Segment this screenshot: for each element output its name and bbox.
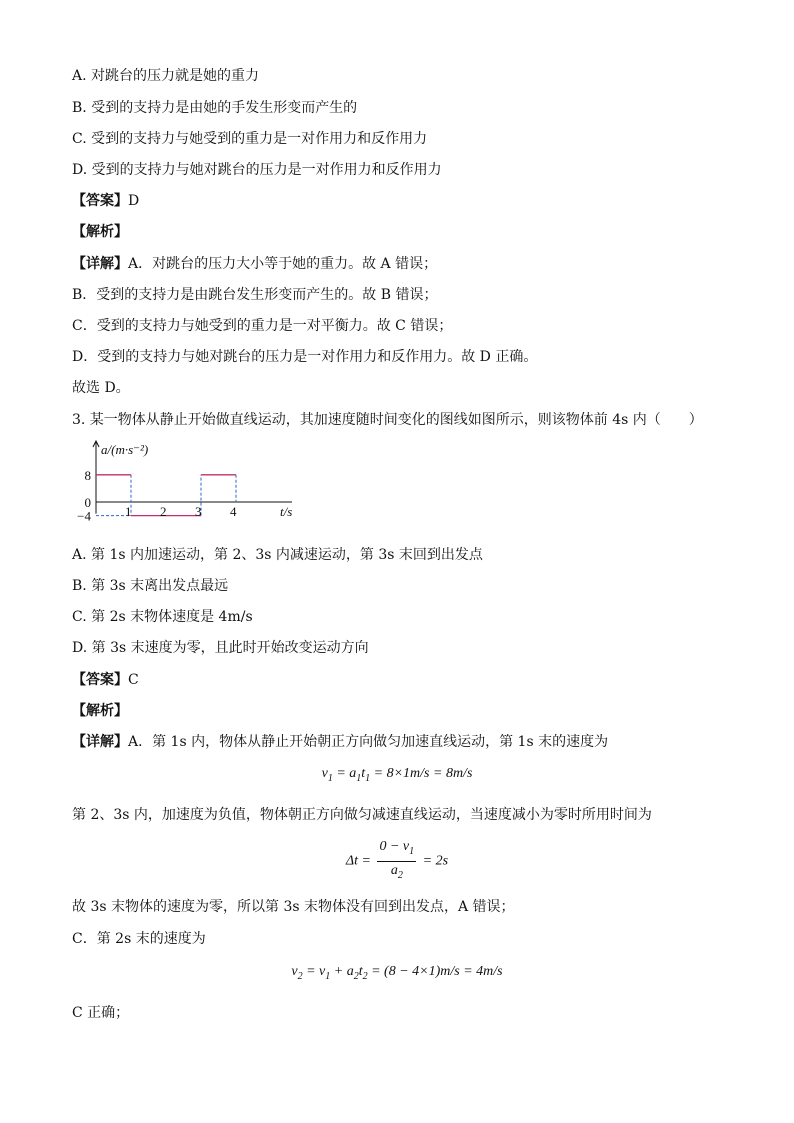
q2-answer	[72, 191, 139, 211]
equation-v2: $v_2 = v_1 + a_2t_2 = (8 - 4\times 1)m/s = 4m/s$	[291, 964, 503, 982]
detail-text: A．第 1s 内，物体从静止开始朝正方向做匀加速直线运动，第 1s 末的速度为	[128, 734, 609, 750]
q3-detail-a	[72, 732, 608, 752]
answer-label: 【答案】	[72, 193, 128, 209]
q3-detail-4: C．第 2s 末的速度为	[72, 931, 206, 947]
q2-conclusion: 故选 D。	[72, 380, 130, 396]
q2-detail-d: D．受到的支持力与她对跳台的压力是一对作用力和反作用力。故 D 正确。	[72, 349, 538, 365]
q3-option-b: B. 第 3s 末离出发点最远	[72, 578, 229, 594]
q3-answer	[72, 670, 139, 690]
q3-detail-5: C 正确；	[72, 1005, 130, 1021]
y-axis-label: a/(m·s⁻²)	[101, 442, 149, 457]
q3-option-c: C. 第 2s 末物体速度是 4m/s	[72, 609, 253, 625]
q3-option-a: A. 第 1s 内加速运动，第 2、3s 内减速运动，第 3s 末回到出发点	[72, 547, 483, 563]
q2-analysis-label: 【解析】	[72, 224, 128, 240]
detail-text: A．对跳台的压力大小等于她的重力。故 A 错误；	[128, 256, 438, 272]
detail-label: 【详解】	[72, 256, 128, 272]
q2-detail-b: B．受到的支持力是由跳台发生形变而产生的。故 B 错误；	[72, 287, 438, 303]
q3-analysis-label: 【解析】	[72, 703, 128, 719]
q2-option-b: B. 受到的支持力是由她的手发生形变而产生的	[72, 100, 358, 116]
fraction: $\frac{0 - v_1}{a_2}$	[379, 839, 415, 881]
q3-option-d: D. 第 3s 末速度为零，且此时开始改变运动方向	[72, 640, 369, 656]
acceleration-time-chart	[72, 436, 292, 532]
y-tick-label: 0	[84, 495, 91, 510]
answer-value: D	[128, 193, 140, 209]
x-tick-label: 2	[160, 504, 167, 519]
q2-option-d: D. 受到的支持力与她对跳台的压力是一对作用力和反作用力	[72, 162, 442, 178]
q2-detail-c: C．受到的支持力与她受到的重力是一对平衡力。故 C 错误；	[72, 318, 453, 334]
x-tick-label: 4	[230, 504, 237, 519]
equation-v1: $v_1 = a_1t_1 = 8\times 1m/s = 8m/s$	[321, 766, 473, 784]
q3-detail-3: 故 3s 末物体的速度为零，所以第 3s 末物体没有回到出发点，A 错误；	[72, 899, 515, 915]
answer-label: 【答案】	[72, 672, 128, 688]
x-tick-label: 1	[125, 504, 132, 519]
y-tick-label: 8	[84, 467, 91, 483]
equation-delta-t: Δt = $\frac{0 - v_1}{a_2}$ = 2s	[0, 838, 794, 885]
q2-option-c: C. 受到的支持力与她受到的重力是一对作用力和反作用力	[72, 131, 428, 147]
detail-label: 【详解】	[72, 734, 128, 750]
q2-option-a: A. 对跳台的压力就是她的重力	[72, 68, 260, 84]
x-tick-label: 3	[195, 504, 202, 519]
y-tick-label: −4	[77, 508, 91, 524]
q3-stem: 3. 某一物体从静止开始做直线运动，其加速度随时间变化的图线如图所示，则该物体前 4s 内（ ）	[72, 412, 703, 428]
q2-detail-a	[72, 254, 437, 274]
q3-detail-2: 第 2、3s 内，加速度为负值，物体朝正方向做匀减速直线运动，当速度减小为零时所用时间为	[72, 807, 652, 823]
answer-value: C	[128, 672, 139, 688]
x-axis-label: t/s	[280, 504, 292, 519]
